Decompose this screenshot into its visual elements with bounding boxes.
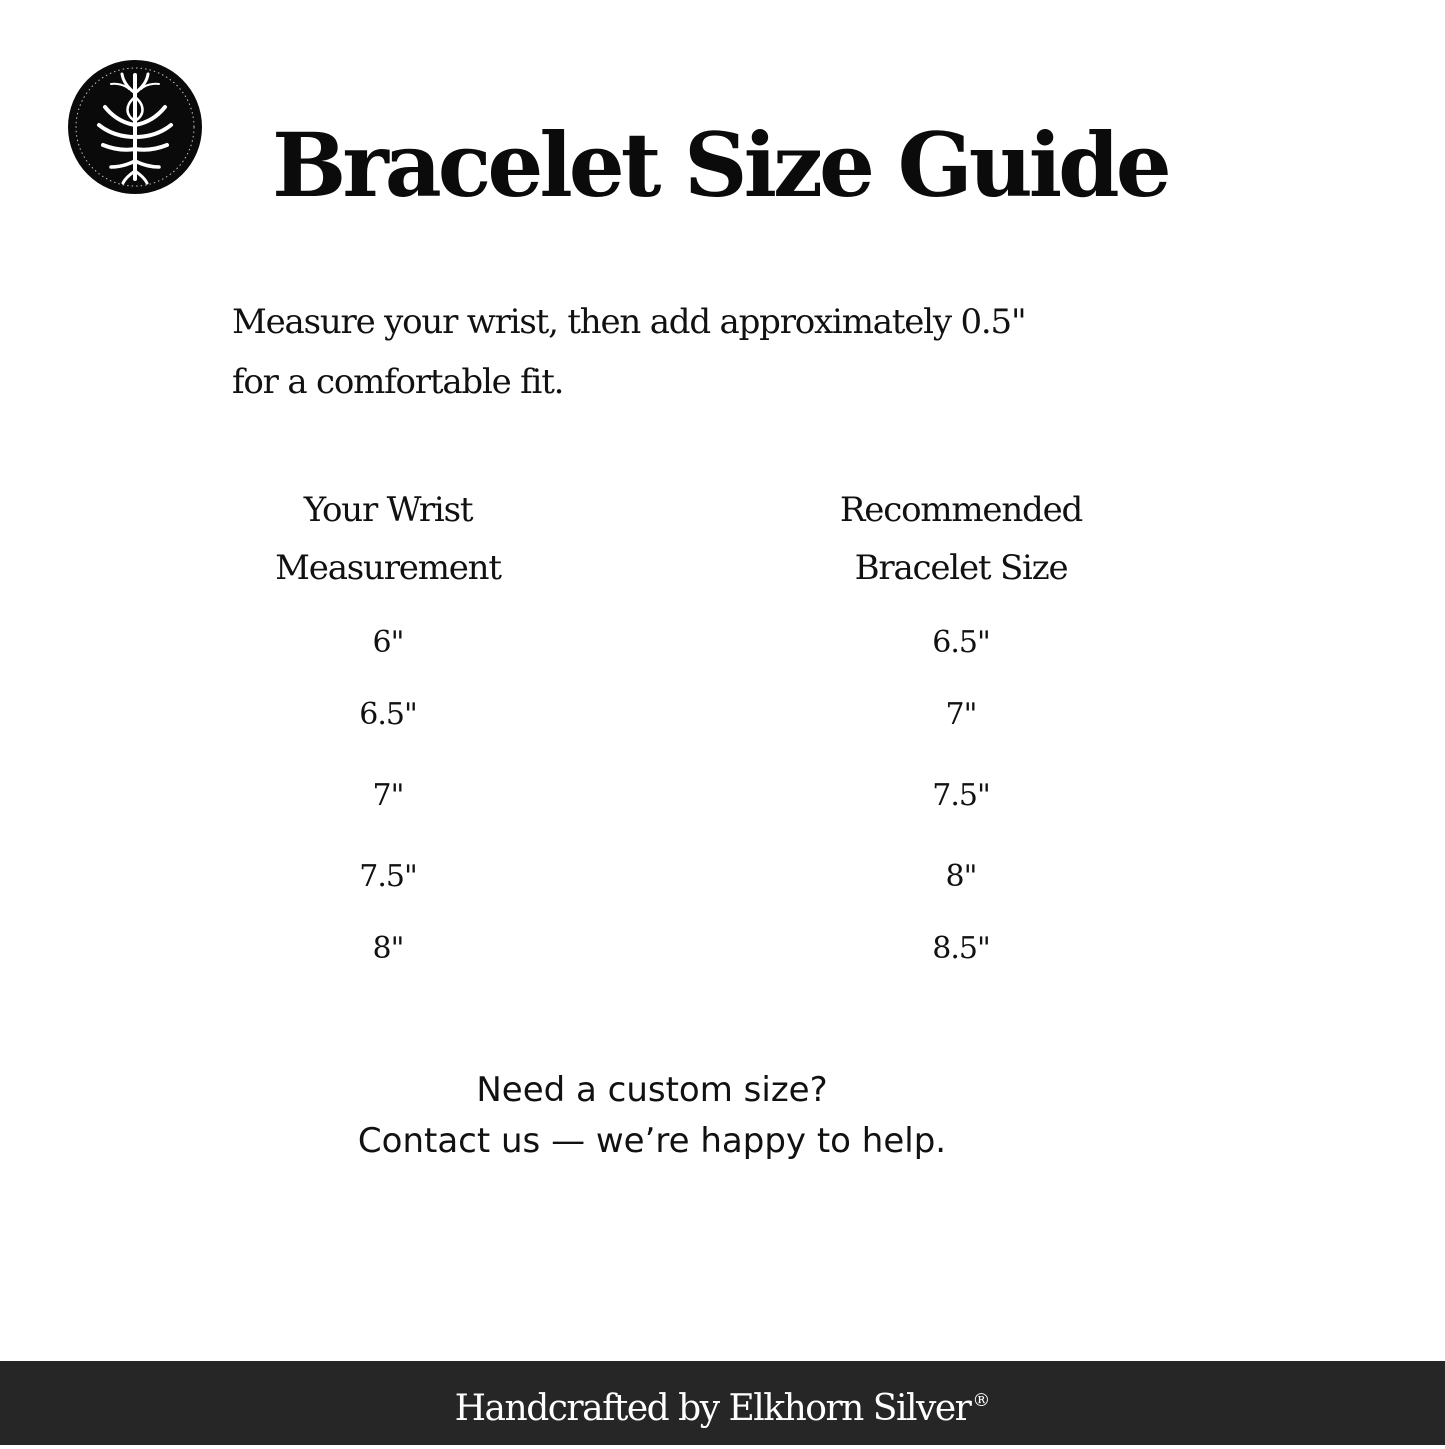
wrist-measurement-cell: 7.5" xyxy=(359,859,417,894)
wrist-measurement-cell: 6" xyxy=(372,625,404,660)
column-header-wrist-measurement xyxy=(188,481,588,597)
bracelet-size-cell: 8.5" xyxy=(932,931,990,966)
column-header-line: Your Wrist xyxy=(303,490,473,530)
custom-size-question: Need a custom size? xyxy=(476,1070,828,1110)
instruction-line: Measure your wrist, then add approximately 0.5" xyxy=(232,302,1026,342)
bracelet-size-cell: 7" xyxy=(945,697,977,732)
footer-brand-text xyxy=(0,1361,1445,1445)
contact-message: Contact us — we’re happy to help. xyxy=(357,1121,947,1161)
wrist-measurement-cell: 6.5" xyxy=(359,697,417,732)
footer-bar xyxy=(0,1361,1445,1445)
elkhorn-antler-icon xyxy=(67,59,203,195)
column-header-line: Recommended xyxy=(839,490,1083,530)
registered-mark: ® xyxy=(972,1390,991,1411)
wrist-measurement-cell: 8" xyxy=(372,931,404,966)
page-title: Bracelet Size Guide xyxy=(272,113,1168,217)
bracelet-size-cell: 8" xyxy=(945,859,977,894)
column-header-line: Measurement xyxy=(275,548,501,588)
bracelet-size-cell: 6.5" xyxy=(932,625,990,660)
footer-label: Handcrafted by Elkhorn Silver xyxy=(454,1388,971,1429)
custom-size-note xyxy=(252,1065,1052,1167)
column-header-bracelet-size xyxy=(761,481,1161,597)
wrist-measurement-cell: 7" xyxy=(372,778,404,813)
brand-logo xyxy=(67,59,203,195)
instruction-line: for a comfortable fit. xyxy=(232,362,564,402)
column-header-line: Bracelet Size xyxy=(854,548,1068,588)
bracelet-size-cell: 7.5" xyxy=(932,778,990,813)
sizing-instructions xyxy=(232,292,1132,412)
